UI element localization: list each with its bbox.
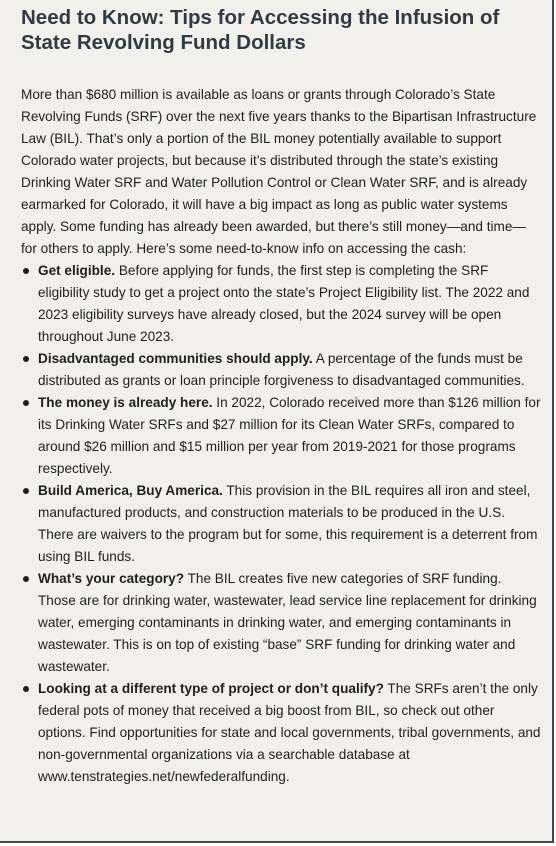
tip-lead: The money is already here.	[38, 395, 213, 410]
bullet-dot-icon	[23, 488, 29, 494]
tip-lead: Build America, Buy America.	[38, 483, 223, 498]
tip-text: The BIL creates five new categories of SRF funding. Those are for drinking water, wastewater, lead service line replacement for drinking water, emerging contaminants in drinking water, and emerging contaminants in wastewater. This is on top of existing “base” SRF funding for drinking water and wastewater.	[38, 571, 537, 674]
tip-text: In 2022, Colorado received more than $126 million for its Drinking Water SRFs and $27 million for its Clean Water SRFs, compared to around $26 million and $15 million per year from 2019-2021 for those programs respectively.	[38, 395, 541, 476]
tip-lead: Disadvantaged communities should apply.	[38, 351, 313, 366]
bullet-dot-icon	[23, 576, 29, 582]
tip-text: This provision in the BIL requires all iron and steel, manufactured products, and construction materials to be produced in the U.S. There are waivers to the program but for some, this requirement is a deterrent from using BIL funds.	[38, 483, 538, 564]
panel-title: Need to Know: Tips for Accessing the Infusion of State Revolving Fund Dollars	[21, 6, 500, 54]
tip-item-different-project	[21, 678, 541, 788]
panel-body	[21, 84, 541, 788]
bullet-dot-icon	[23, 400, 29, 406]
tip-lead: Get eligible.	[38, 263, 116, 278]
intro-paragraph: More than $680 million is available as loans or grants through Colorado’s State Revolving Funds (SRF) over the next five years thanks to the Bipartisan Infrastructure Law (BIL). That’s only a portion of the BIL money potentially available to support Colorado water projects, but because it’s distributed through the state’s existing Drinking Water SRF and Water Pollution Control or Clean Water SRF, and is already earmarked for Colorado, it will have a big impact as long as public water systems apply. Some funding has already been awarded, but there’s still money—and time—for others to apply. Here’s some need-to-know info on accessing the cash:	[21, 87, 537, 256]
tip-text: A percentage of the funds must be distributed as grants or loan principle forgiveness to disadvantaged communities.	[38, 351, 525, 388]
tip-lead: Looking at a different type of project or don’t qualify?	[38, 681, 384, 696]
tip-item-build-america	[21, 480, 541, 568]
bullet-dot-icon	[23, 686, 29, 692]
bullet-dot-icon	[23, 268, 29, 274]
tip-item-disadvantaged-communities	[21, 348, 541, 392]
tip-text: Before applying for funds, the first step is completing the SRF eligibility study to get a project onto the state’s Project Eligibility list. The 2022 and 2023 eligibility surveys have already closed, but the 2024 survey will be open throughout June 2023.	[38, 263, 530, 344]
tip-item-get-eligible	[21, 260, 541, 348]
tip-item-money-already-here	[21, 392, 541, 480]
tip-item-category	[21, 568, 541, 678]
bullet-dot-icon	[23, 356, 29, 362]
tip-lead: What’s your category?	[38, 571, 185, 586]
tip-text: The SRFs aren’t the only federal pots of money that received a big boost from BIL, so check out other options. Find opportunities for state and local governments, tribal governments, and non-governmental organizations via a searchable database at www.tenstrategies.net/newfederalfunding.	[38, 681, 541, 784]
tips-list	[21, 260, 541, 788]
